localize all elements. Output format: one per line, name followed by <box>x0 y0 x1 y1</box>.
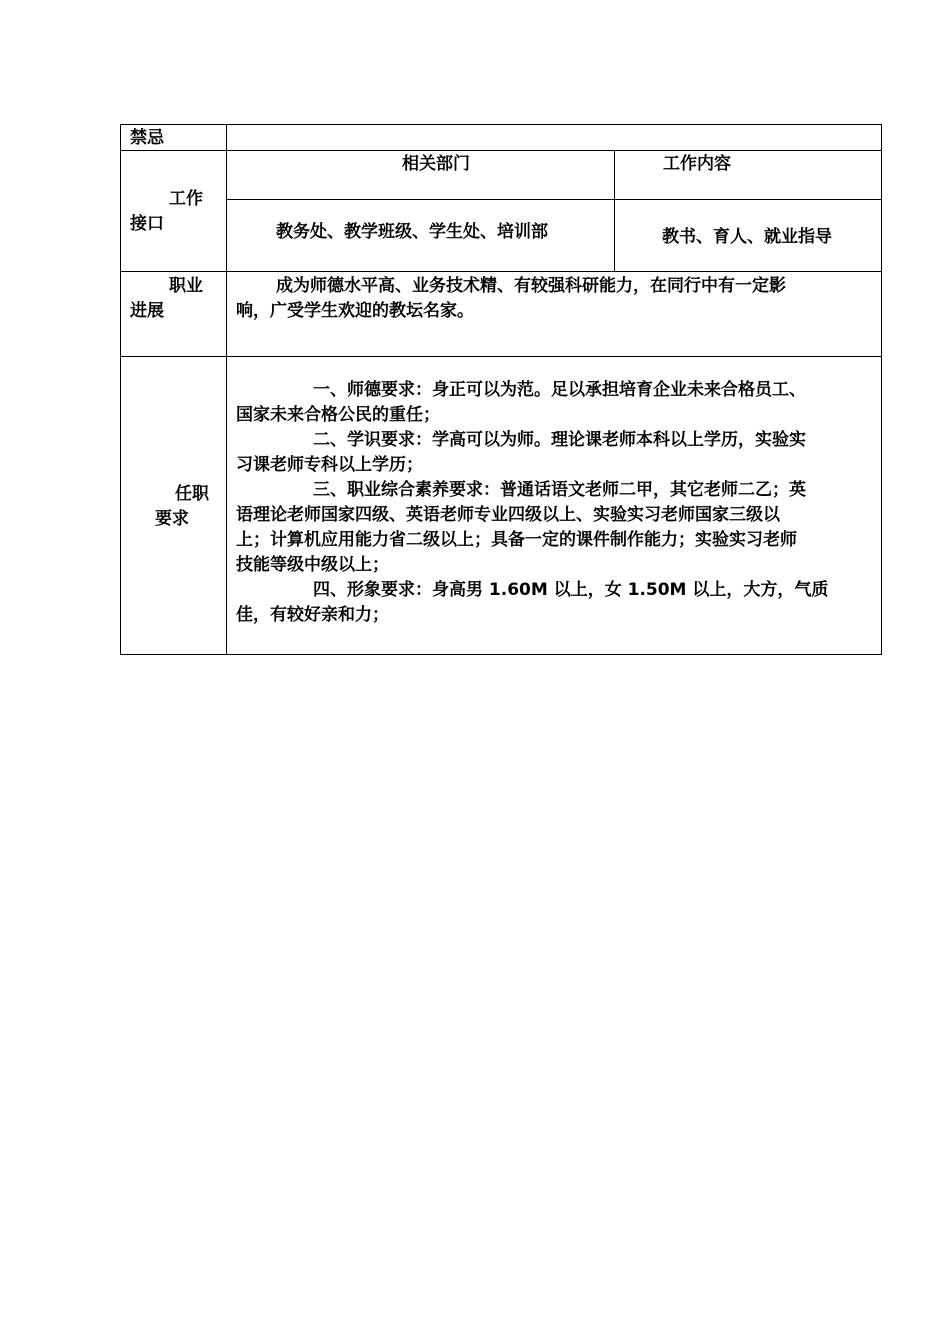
interface-label-line2: 接口 <box>130 214 164 234</box>
requirements-text-line: 二、学识要求：学高可以为师。理论课老师本科以上学历，实验实 <box>313 430 806 450</box>
row-divider-1 <box>120 150 882 151</box>
career-text-line: 响，广受学生欢迎的教坛名家。 <box>236 301 474 321</box>
requirements-text-line: 语理论老师国家四级、英语老师专业四级以上、实验实习老师国家三级以 <box>236 505 780 525</box>
requirements-label-line1: 任职 <box>175 484 209 504</box>
interface-inner-column-divider <box>614 150 615 272</box>
requirements-text-line: 上；计算机应用能力省二级以上；具备一定的课件制作能力；实验实习老师 <box>236 530 797 550</box>
row-divider-3 <box>120 356 882 357</box>
row-divider-interface-inner <box>226 199 882 200</box>
career-label-line2: 进展 <box>130 301 164 321</box>
interface-content-value: 教书、育人、就业指导 <box>662 227 832 247</box>
requirements-text-line: 佳，有较好亲和力； <box>236 605 389 625</box>
row-divider-2 <box>120 271 882 272</box>
table-border-bottom <box>120 654 882 655</box>
requirements-text-line: 习课老师专科以上学历； <box>236 455 423 475</box>
interface-header-content: 工作内容 <box>663 154 731 174</box>
taboo-label: 禁忌 <box>130 128 164 148</box>
table-border-top <box>120 124 882 125</box>
requirements-label-line2: 要求 <box>155 509 189 529</box>
table-border-left <box>120 124 121 655</box>
requirements-text-line: 三、职业综合素养要求：普通话语文老师二甲，其它老师二乙；英 <box>313 480 806 500</box>
career-text-line: 成为师德水平高、业务技术精、有较强科研能力，在同行中有一定影 <box>276 276 786 296</box>
interface-dept-value: 教务处、教学班级、学生处、培训部 <box>276 222 548 242</box>
interface-label-line1: 工作 <box>169 189 203 209</box>
table-column-divider <box>226 124 227 655</box>
requirements-text-line: 技能等级中级以上； <box>236 555 389 575</box>
requirements-text-line: 一、师德要求：身正可以为范。足以承担培育企业未来合格员工、 <box>313 380 806 400</box>
career-label-line1: 职业 <box>169 276 203 296</box>
requirements-text-line: 四、形象要求：身高男 1.60M 以上，女 1.50M 以上，大方，气质 <box>313 580 829 600</box>
interface-header-dept: 相关部门 <box>402 154 470 174</box>
requirements-text-line: 国家未来合格公民的重任； <box>236 405 440 425</box>
table-border-right <box>881 124 882 655</box>
